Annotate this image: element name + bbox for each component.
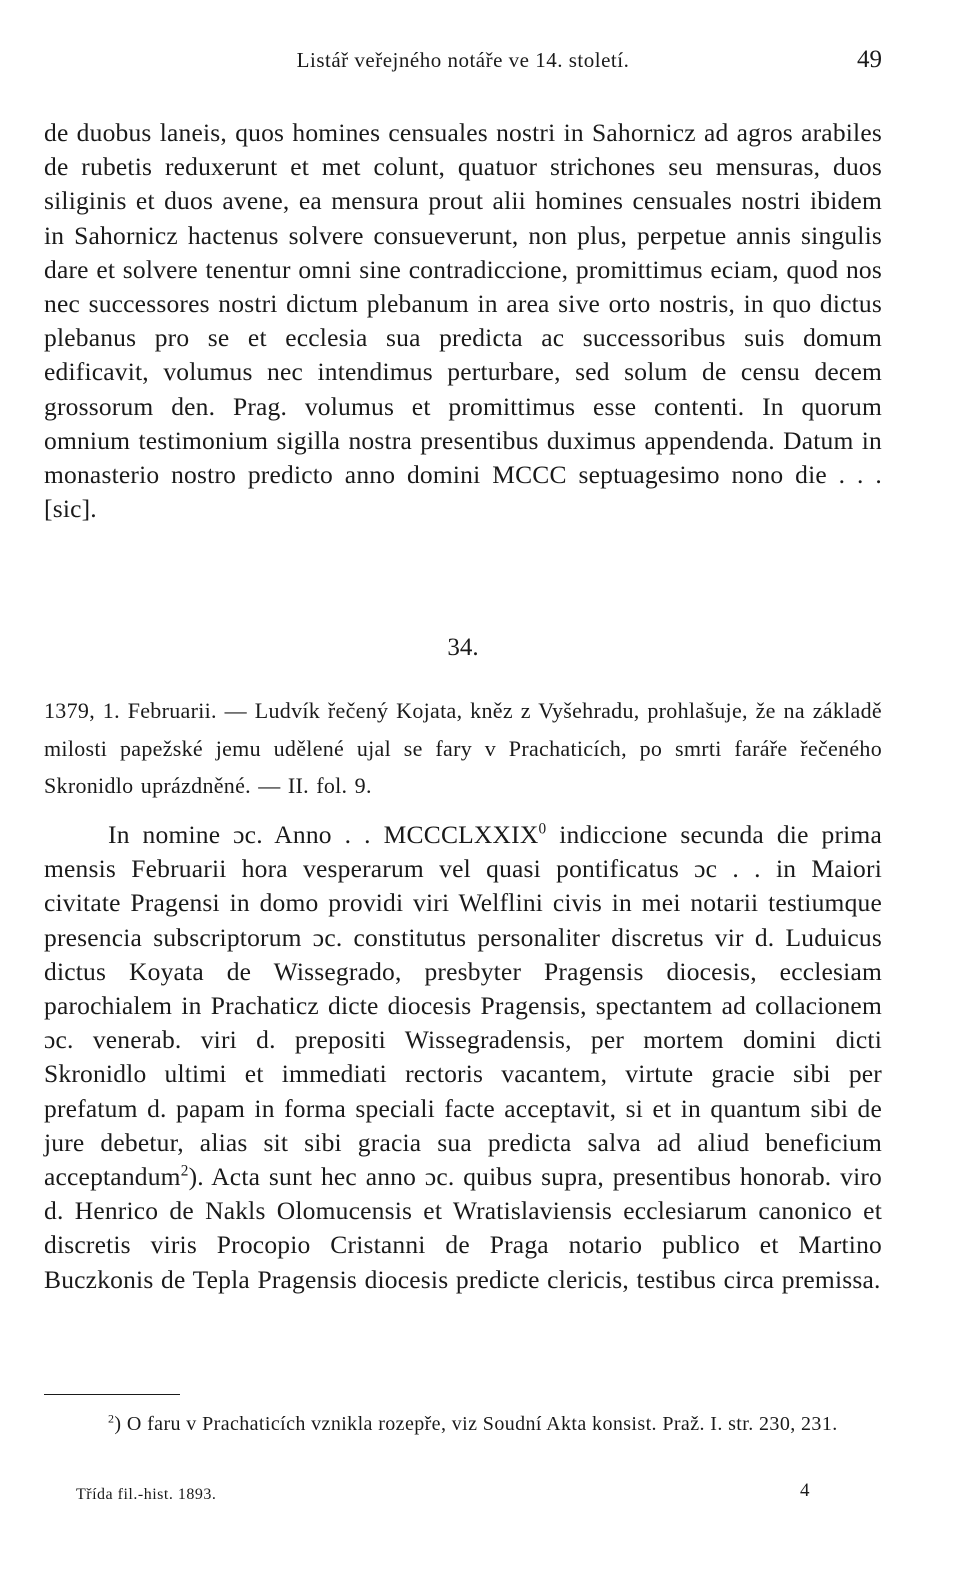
document-regest: 1379, 1. Februarii. — Ludvík řečený Kojata, kněz z Vyšehradu, prohlašuje, že na základě milosti papežské jemu udělené ujal se fary v Prachaticích, po smrti faráře řečeného Skronidlo uprázdněné. — II. fol. 9.: [44, 698, 882, 798]
body-closing: ). Acta sunt hec anno ɔc. quibus supra, presentibus honorab. viro d. Henrico de Nakls Olomucensis et Wratislaviensis ecclesiarum canonico et discretis viris Procopio Cristanni de Praga notario publico et Martino Buczkonis de Tepla Pragensis diocesis predicte clericis, testibus circa premissa.: [44, 1162, 882, 1294]
document-body-block: [44, 818, 882, 1297]
footnote-divider: [44, 1394, 180, 1395]
year-superscript: 0: [538, 820, 547, 838]
footnote: [44, 1408, 882, 1441]
body-opening: In nomine ɔc. Anno . . MCCCLXXIX: [108, 820, 539, 849]
footnote-reference: 2: [180, 1162, 189, 1180]
body-middle: indiccione secunda die prima mensis Februarii hora vesperarum vel quasi pontificatus ɔc . . in Maiori civitate Pragensi in domo providi viri Welflini civis in mei notarii testiumque presencia subscriptorum ɔc. constitutus personaliter discretus vir d. Luduicus dictus Koyata de Wissegrado, presbyter Pragensis diocesis, ecclesiam parochialem in Prachaticz dicte diocesis Pragensis, spectantem ad collacionem ɔc. venerab. viri d. prepositi Wissegradensis, per mortem domini dicti Skronidlo ultimi et immediati rectoris vacantem, virtute gracie sibi per prefatum d. papam in forma speciali facte acceptavit, si et in quantum sibi de jure debetur, alias sit sibi gracia sua predicta salva ad aliud beneficium acceptandum: [44, 820, 882, 1192]
footnote-text: ) O faru v Prachaticích vznikla rozepře, viz Soudní Akta konsist. Praž. I. str. 230, 231.: [114, 1413, 838, 1435]
document-number: 34.: [447, 634, 479, 661]
footnote-marker: 2: [108, 1411, 115, 1426]
page-header: [44, 48, 882, 84]
regest-block: [44, 692, 882, 805]
continuation-paragraph: de duobus laneis, quos homines censuales nostri in Sahornicz ad agros arabiles de rubetis reduxerunt et met colunt, quatuor strichones seu mensuras, duos siliginis et duos avene, ea mensura prout alii homines censuales nostri ibidem in Sahornicz hactenus solvere consueverunt, non plus, perpetue annis singulis dare et solvere tenentur omni sine contradiccione, promittimus eciam, quod nos nec successores nostri dictum plebanum in area sive orto nostris, in quo dictus plebanus pro se et ecclesia sua predicta ac successoribus suis domum edificavit, volumus nec intendimus perturbare, sed solum de censu decem grossorum den. Prag. volumus et promittimus esse contenti. In quorum omnium testimonium sigilla nostra presentibus duximus appendenda. Datum in monasterio nostro predicto anno domini MCCC septuagesimo nono die . . . [sic].: [44, 118, 882, 524]
running-title: Listář veřejného notáře ve 14. století.: [296, 48, 630, 72]
continuation-block: [44, 116, 882, 526]
signature-mark: 4: [800, 1480, 810, 1501]
footnote-block: [44, 1408, 882, 1441]
printer-signature: Třída fil.-hist. 1893.: [76, 1486, 217, 1503]
document-body: [44, 818, 882, 1297]
page-number: 49: [857, 46, 882, 73]
